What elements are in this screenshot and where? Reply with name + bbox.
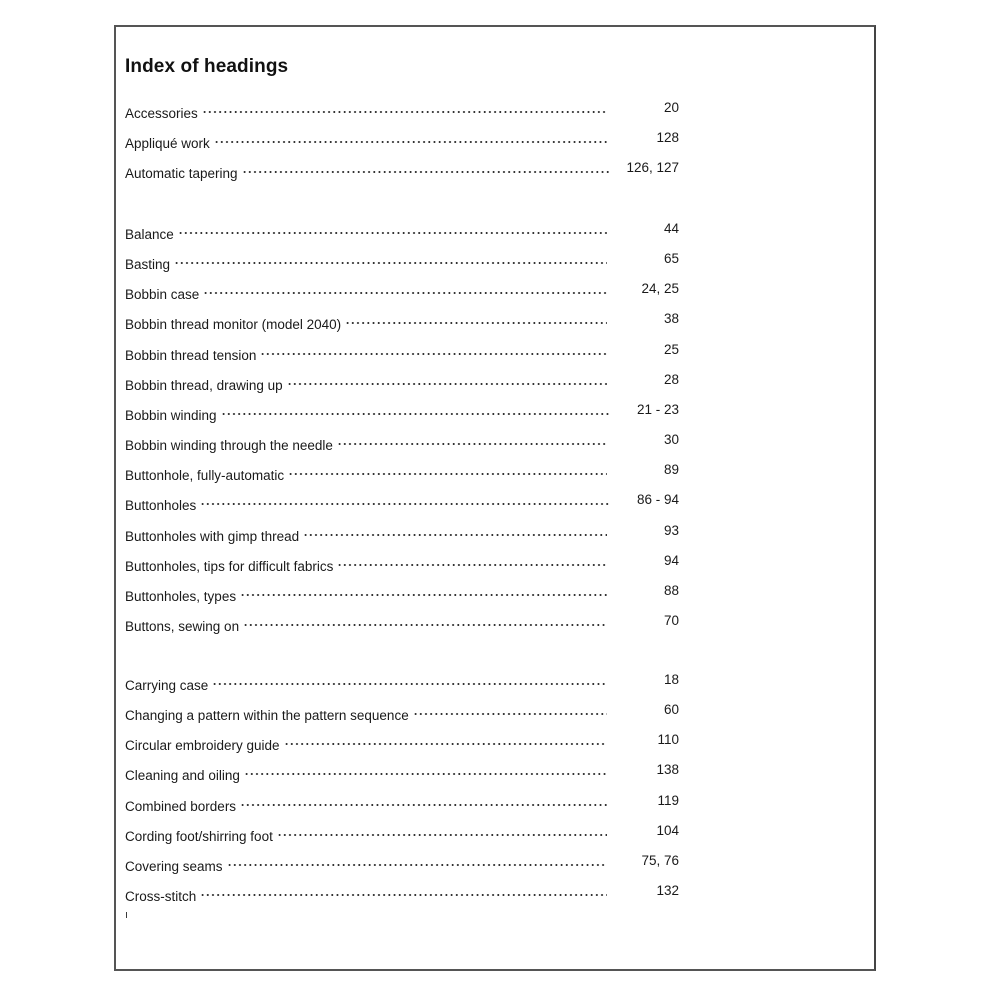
dot-leader	[221, 413, 609, 415]
entry-leader-area	[202, 98, 679, 118]
index-entry	[125, 430, 679, 454]
index-entry	[125, 370, 679, 393]
entry-label: Buttonholes	[125, 498, 197, 514]
entry-label: Buttons, sewing on	[125, 618, 240, 634]
index-entry	[125, 158, 679, 182]
entry-label: Cording foot/shirring foot	[125, 828, 273, 844]
dot-leader	[200, 894, 607, 896]
index-entry	[125, 611, 679, 634]
dot-leader	[203, 292, 607, 294]
entry-leader-area	[244, 760, 679, 780]
index-entry	[125, 219, 679, 242]
entry-leader-area	[242, 158, 679, 178]
entry-page-number: 75, 76	[641, 852, 679, 868]
page-title: Index of headings	[125, 56, 289, 77]
index-entry	[125, 309, 679, 333]
entry-label: Appliqué work	[125, 136, 210, 152]
entry-page-number: 28	[663, 371, 679, 387]
entry-label: Buttonholes, tips for difficult fabrics	[125, 558, 334, 574]
dot-leader	[200, 503, 609, 505]
entry-page-number: 65	[663, 251, 679, 267]
entry-page-number: 132	[656, 883, 679, 899]
entry-label: Bobbin winding	[125, 407, 217, 423]
dot-leader	[337, 443, 607, 445]
entry-label: Circular embroidery guide	[125, 738, 280, 754]
entry-leader-area	[203, 279, 679, 299]
entry-label: Automatic tapering	[125, 166, 238, 182]
index-entry	[125, 670, 679, 693]
entry-label: Bobbin thread tension	[125, 347, 257, 363]
entry-page-number: 119	[657, 792, 679, 808]
dot-leader	[202, 111, 607, 113]
entry-page-number: 25	[663, 341, 679, 357]
entry-page-number: 93	[663, 522, 679, 538]
entry-leader-area	[277, 821, 679, 841]
dot-leader	[240, 804, 607, 806]
entry-label: Combined borders	[125, 798, 237, 814]
entry-page-number: 30	[663, 432, 679, 448]
entry-leader-area	[178, 219, 679, 239]
index-entry	[125, 791, 679, 814]
index-entry	[125, 128, 679, 152]
entry-leader-area	[260, 340, 679, 360]
entry-page-number: 110	[657, 732, 679, 748]
dot-leader	[345, 322, 607, 324]
entry-label: Cleaning and oiling	[125, 768, 240, 784]
entry-leader-area	[243, 611, 679, 631]
index-entry	[125, 700, 679, 724]
dot-leader	[288, 473, 607, 475]
entry-page-number: 18	[663, 672, 679, 687]
entry-leader-area	[337, 551, 679, 571]
entry-label: Basting	[125, 257, 171, 273]
entry-page-number: 104	[656, 822, 679, 838]
index-entry	[125, 551, 679, 574]
index-entry	[125, 581, 679, 604]
index-entry	[125, 521, 679, 544]
entry-leader-area	[200, 490, 679, 510]
index-entry	[125, 460, 679, 484]
entry-leader-area	[174, 249, 679, 269]
entry-page-number: 21 - 23	[636, 401, 679, 417]
index-entry	[125, 340, 679, 363]
dot-leader	[284, 743, 607, 745]
entry-label: Bobbin thread, drawing up	[125, 377, 283, 393]
entry-label: Accessories	[125, 106, 198, 121]
entry-page-number: 86 - 94	[636, 492, 679, 508]
entry-label: Buttonhole, fully-automatic	[125, 468, 285, 484]
entry-page-number: 44	[663, 221, 679, 236]
entry-page-number: 88	[663, 582, 679, 598]
entry-label: Balance	[125, 227, 174, 242]
dot-leader	[242, 171, 609, 173]
entry-page-number: 138	[656, 762, 679, 778]
dot-leader	[240, 594, 607, 596]
entry-leader-area	[221, 400, 679, 420]
entry-leader-area	[287, 370, 679, 390]
entry-label: Bobbin thread monitor (model 2040)	[125, 317, 342, 333]
entry-label: Carrying case	[125, 678, 209, 693]
dot-leader	[244, 773, 607, 775]
entry-leader-area	[240, 581, 679, 601]
index-entry	[125, 851, 679, 874]
dot-leader	[212, 683, 607, 685]
page-number-mark: ı	[125, 909, 129, 921]
entry-label: Bobbin case	[125, 287, 200, 303]
index-entry	[125, 821, 679, 844]
entry-page-number: 38	[663, 311, 679, 327]
entry-page-number: 94	[663, 552, 679, 568]
index-entry	[125, 279, 679, 303]
entry-page-number: 24, 25	[641, 281, 679, 297]
entry-leader-area	[214, 128, 679, 148]
entry-leader-area	[303, 521, 679, 541]
entry-leader-area	[284, 730, 679, 750]
dot-leader	[337, 564, 607, 566]
entry-label: Covering seams	[125, 858, 223, 874]
dot-leader	[178, 232, 607, 234]
index-entry	[125, 400, 679, 423]
dot-leader	[214, 141, 607, 143]
entry-leader-area	[413, 700, 679, 720]
index-entry	[125, 730, 679, 754]
entry-leader-area	[345, 309, 679, 329]
dot-leader	[260, 353, 607, 355]
entry-label: Bobbin winding through the needle	[125, 438, 333, 454]
dot-leader	[174, 262, 607, 264]
entry-page-number: 126, 127	[626, 160, 679, 176]
entry-leader-area	[200, 881, 679, 901]
entry-leader-area	[240, 791, 679, 811]
entry-page-number: 89	[663, 462, 679, 478]
dot-leader	[413, 713, 607, 715]
entry-page-number: 70	[663, 612, 679, 628]
entry-page-number: 128	[656, 130, 679, 146]
entry-label: Cross-stitch	[125, 889, 197, 905]
dot-leader	[243, 624, 607, 626]
entry-page-number: 60	[663, 702, 679, 718]
entry-page-number: 20	[663, 100, 679, 115]
entry-label: Changing a pattern within the pattern sequence	[125, 708, 409, 724]
entry-label: Buttonholes, types	[125, 588, 237, 604]
index-entry	[125, 760, 679, 784]
dot-leader	[287, 383, 607, 385]
dot-leader	[277, 834, 607, 836]
entry-label: Buttonholes with gimp thread	[125, 528, 300, 544]
index-entry	[125, 98, 679, 121]
dot-leader	[303, 534, 607, 536]
index-entry	[125, 490, 679, 514]
entry-leader-area	[212, 670, 679, 690]
entry-leader-area	[227, 851, 679, 871]
entry-leader-area	[288, 460, 679, 480]
entry-leader-area	[337, 430, 679, 450]
dot-leader	[227, 864, 607, 866]
index-entry	[125, 881, 679, 905]
index-entry	[125, 249, 679, 273]
